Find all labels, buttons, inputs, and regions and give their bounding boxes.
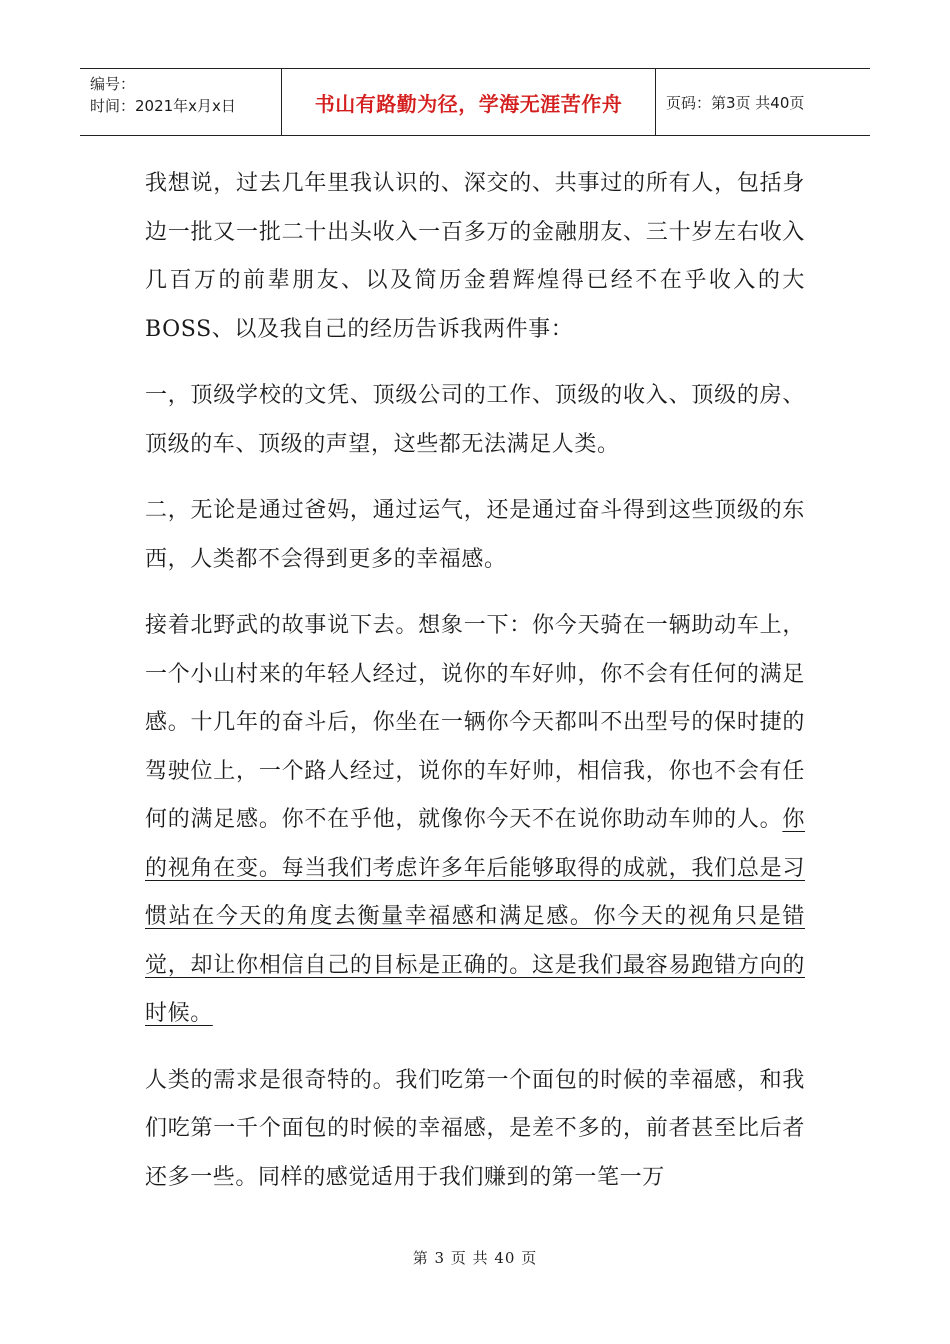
story-text: 接着北野武的故事说下去。想象一下：你今天骑在一辆助动车上，一个小山村来的年轻人经过，说你的车好帅，你不会有任何的满足感。十几年的奋斗后，你坐在一辆你今天都叫不出型号的保时捷的驾驶位上，一个路人经过，说你的车好帅，相信我，你也不会有任何的满足感。你不在乎他，就像你今天不在说你助动车帅的人。 — [145, 613, 805, 832]
paragraph-point-two: 二，无论是通过爸妈，通过运气，还是通过奋斗得到这些顶级的东西，人类都不会得到更多的幸福感。 — [145, 498, 805, 572]
paragraph-intro: 我想说，过去几年里我认识的、深交的、共事过的所有人，包括身边一批又一批二十出头收入一百多万的金融朋友、三十岁左右收入几百万的前辈朋友、以及简历金碧辉煌得已经不在乎收入的大BOSS、以及我自己的经历告诉我两件事： — [145, 171, 805, 342]
page-footer: 第 3 页 共 40 页 — [412, 1249, 538, 1267]
document-body — [145, 160, 805, 1220]
header-page-number: 页码：第3页 共40页 — [666, 93, 805, 112]
document-date-label: 时间：2021年x月x日 — [90, 97, 236, 115]
paragraph-needs: 人类的需求是很奇特的。我们吃第一个面包的时候的幸福感，和我们吃第一千个面包的时候的幸福感，是差不多的，前者甚至比后者还多一些。同样的感觉适用于我们赚到的第一笔一万 — [145, 1067, 805, 1190]
header-motto: 书山有路勤为径，学海无涯苦作舟 — [282, 69, 656, 135]
page-header — [80, 68, 870, 136]
paragraph-story — [145, 602, 805, 1039]
paragraph-point-one: 一，顶级学校的文凭、顶级公司的工作、顶级的收入、顶级的房、顶级的车、顶级的声望，这些都无法满足人类。 — [145, 383, 805, 457]
document-number-label: 编号： — [90, 75, 136, 93]
underlined-passage: 你的视角在变。每当我们考虑许多年后能够取得的成就，我们总是习惯站在今天的角度去衡量幸福感和满足感。你今天的视角只是错觉，却让你相信自己的目标是正确的。这是我们最容易跑错方向的时候。 — [145, 807, 805, 1026]
header-meta — [80, 69, 282, 135]
